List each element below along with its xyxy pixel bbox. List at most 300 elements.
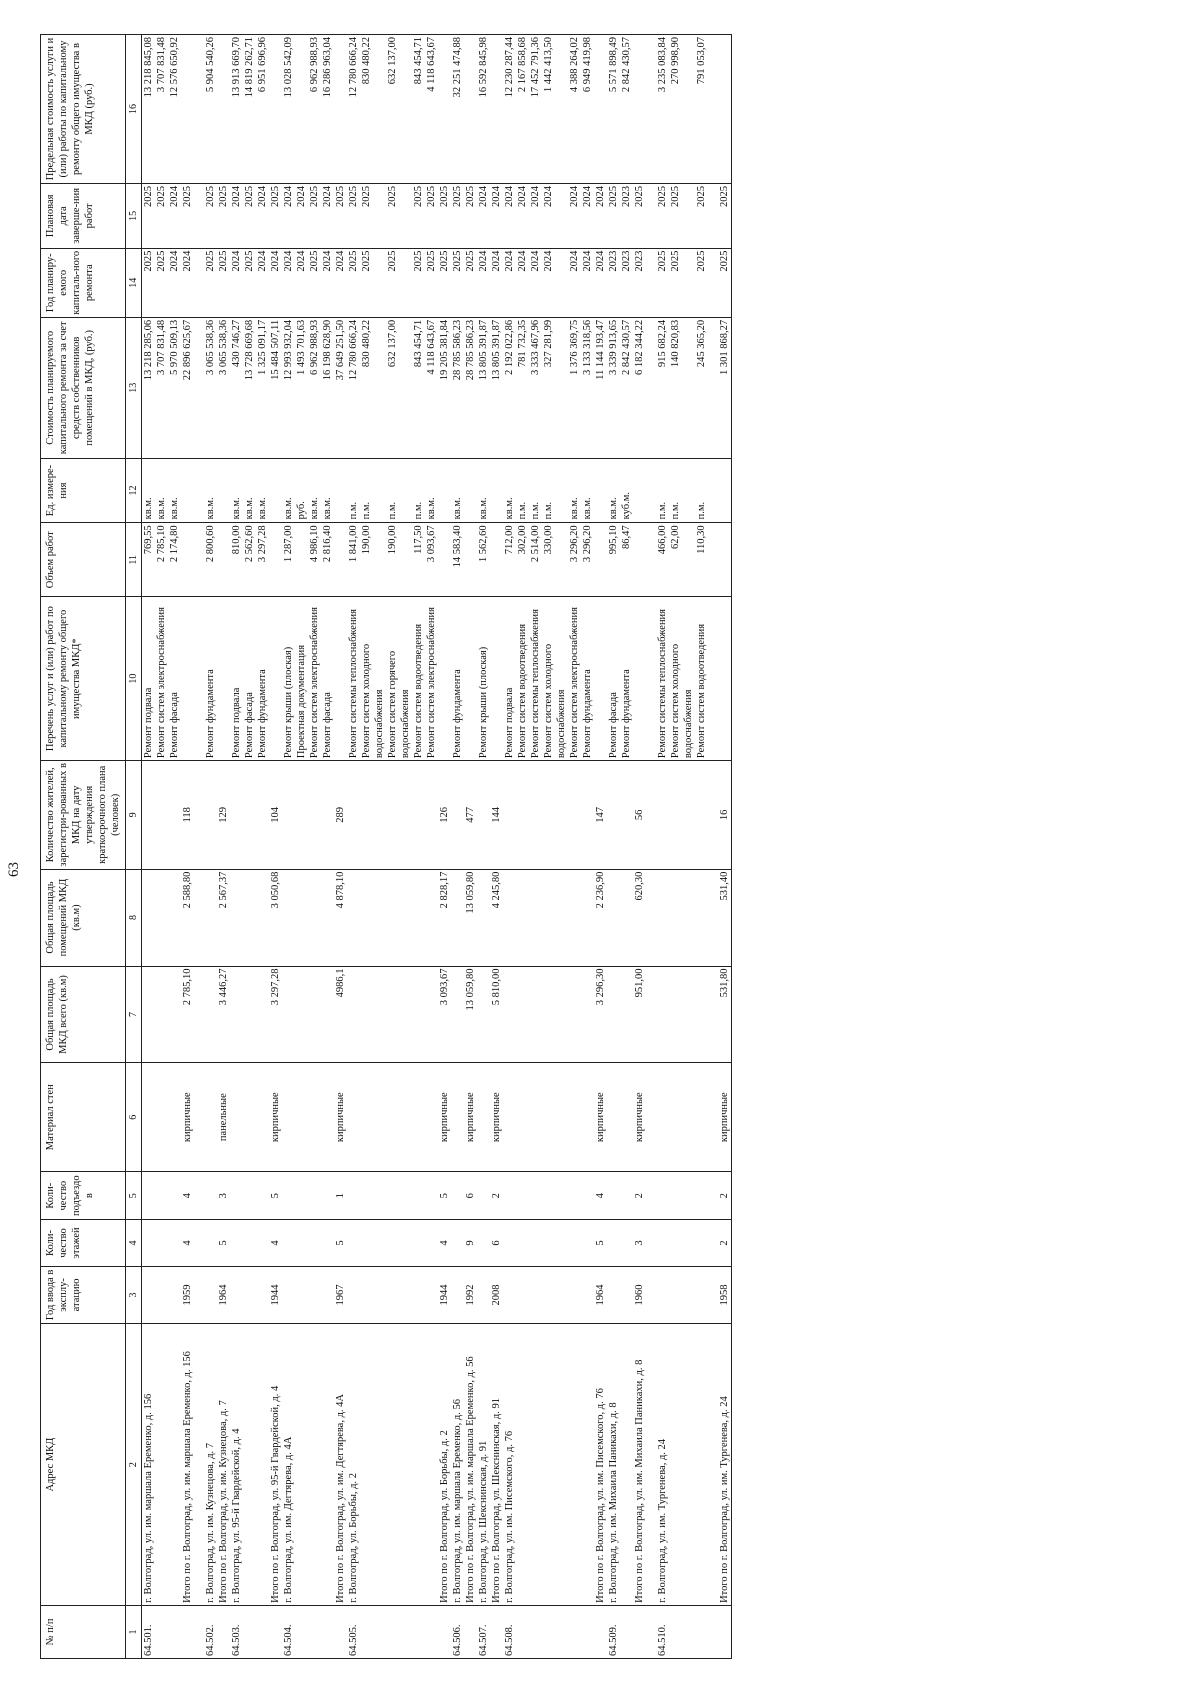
table-cell	[516, 761, 529, 869]
table-cell: 15 484 507,11	[269, 317, 282, 458]
table-cell	[412, 966, 425, 1063]
table-cell: кв.м.	[142, 458, 156, 523]
table-cell	[718, 597, 732, 761]
header-row	[41, 35, 126, 1659]
table-cell: 64.504.	[282, 1605, 295, 1658]
table-cell: 2024	[321, 184, 334, 249]
table-cell: кв.м.	[503, 458, 516, 523]
table-cell: Ремонт системы теплоснабжения	[529, 597, 542, 761]
table-cell	[607, 966, 620, 1063]
table-cell: Ремонт фундамента	[204, 597, 217, 761]
table-cell	[438, 597, 451, 761]
table-cell: 17 452 791,36	[529, 35, 542, 184]
table-cell: 1958	[718, 1266, 732, 1324]
table-cell: 2025	[334, 184, 347, 249]
table-cell	[516, 966, 529, 1063]
table-cell	[438, 458, 451, 523]
table-cell: 5	[438, 1171, 451, 1219]
table-cell	[646, 1605, 656, 1658]
table-cell	[295, 1220, 308, 1266]
table-cell: 1 442 413,50	[542, 35, 568, 184]
table-cell	[695, 1266, 708, 1324]
table-cell: 2025	[718, 184, 732, 249]
table-cell	[695, 869, 708, 966]
table-cell: 64.509.	[607, 1605, 620, 1658]
table-cell	[568, 1220, 581, 1266]
table-cell: 4	[181, 1171, 194, 1219]
column-number-15: 15	[126, 184, 142, 249]
table-cell	[295, 1171, 308, 1219]
column-number-8: 8	[126, 869, 142, 966]
table-cell: 781 732,35	[516, 317, 529, 458]
table-cell: 2025	[142, 184, 156, 249]
table-cell: 2025	[425, 248, 438, 317]
table-cell: 2024	[581, 248, 594, 317]
table-cell: 13 728 669,68	[243, 317, 256, 458]
table-cell: 64.502.	[204, 1605, 217, 1658]
table-cell	[464, 1605, 477, 1658]
table-cell	[347, 869, 360, 966]
table-cell	[438, 35, 451, 184]
table-cell	[295, 761, 308, 869]
table-cell	[295, 1324, 308, 1606]
column-header-4: Коли-чество этажей	[41, 1220, 126, 1266]
table-cell	[633, 1605, 646, 1658]
table-cell	[168, 966, 181, 1063]
table-row	[334, 35, 347, 1659]
table-cell	[282, 1266, 295, 1324]
table-cell	[633, 458, 646, 523]
table-row	[282, 35, 295, 1659]
table-cell	[295, 1063, 308, 1171]
table-cell: 12 230 287,44	[503, 35, 516, 184]
table-cell	[620, 1605, 633, 1658]
table-cell	[669, 1605, 695, 1658]
table-cell	[168, 1266, 181, 1324]
table-cell	[321, 869, 334, 966]
table-cell: 2 800,60	[204, 523, 217, 597]
table-cell	[620, 966, 633, 1063]
table-cell: 2025	[308, 184, 321, 249]
table-cell	[295, 35, 308, 184]
table-cell	[321, 761, 334, 869]
table-cell	[347, 1171, 360, 1219]
table-cell	[243, 761, 256, 869]
table-cell: 2023	[620, 248, 633, 317]
table-cell	[451, 1063, 464, 1171]
table-cell: 64.510.	[656, 1605, 669, 1658]
table-cell	[321, 1220, 334, 1266]
table-cell	[142, 761, 156, 869]
table-cell	[594, 523, 607, 597]
table-cell: 2024	[295, 248, 308, 317]
table-cell: кирпичные	[718, 1063, 732, 1171]
table-cell: Ремонт фундамента	[256, 597, 269, 761]
table-cell: Итого по г. Волгоград, ул. 95-й Гвардейской, д. 4	[269, 1324, 282, 1606]
table-cell: Ремонт системы теплоснабжения	[347, 597, 360, 761]
table-cell	[194, 317, 204, 458]
table-cell: 1 325 091,17	[256, 317, 269, 458]
table-cell	[646, 248, 656, 317]
table-cell: 3 339 913,65	[607, 317, 620, 458]
table-row	[656, 35, 669, 1659]
table-row	[581, 35, 594, 1659]
table-cell	[633, 523, 646, 597]
table-cell	[168, 1063, 181, 1171]
table-cell	[542, 869, 568, 966]
table-cell: 2024	[568, 248, 581, 317]
table-cell: 6 182 344,22	[633, 317, 646, 458]
table-cell: 2 562,60	[243, 523, 256, 597]
table-cell: 2025	[386, 248, 412, 317]
table-cell: Ремонт подвала	[503, 597, 516, 761]
table-cell	[477, 1266, 490, 1324]
table-cell	[142, 1266, 156, 1324]
table-cell	[194, 966, 204, 1063]
table-cell	[217, 597, 230, 761]
table-cell	[708, 523, 718, 597]
table-cell: 4	[594, 1171, 607, 1219]
table-cell	[669, 761, 695, 869]
table-cell: 2024	[516, 184, 529, 249]
table-cell	[334, 1605, 347, 1658]
table-cell: 995,10	[607, 523, 620, 597]
table-cell	[204, 1220, 217, 1266]
table-cell	[194, 869, 204, 966]
table-cell	[168, 1171, 181, 1219]
table-cell: 5 571 898,49	[607, 35, 620, 184]
table-cell: г. Волгоград, ул. им. Михаила Паникахи, д. 8	[607, 1324, 620, 1606]
table-cell: 2 192 022,86	[503, 317, 516, 458]
table-cell: 1960	[633, 1266, 646, 1324]
table-cell	[708, 458, 718, 523]
table-cell	[295, 1266, 308, 1324]
table-cell: 5 970 509,13	[168, 317, 181, 458]
table-cell: 2024	[568, 184, 581, 249]
table-cell	[490, 523, 503, 597]
table-cell	[308, 1063, 321, 1171]
table-row	[256, 35, 269, 1659]
table-cell	[243, 966, 256, 1063]
table-cell	[194, 35, 204, 184]
table-cell	[516, 1324, 529, 1606]
table-cell	[581, 1324, 594, 1606]
table-cell	[718, 1605, 732, 1658]
table-cell	[308, 869, 321, 966]
table-cell	[295, 1605, 308, 1658]
table-cell	[194, 1324, 204, 1606]
table-cell: кирпичные	[269, 1063, 282, 1171]
table-cell: 466,00	[656, 523, 669, 597]
table-cell	[204, 966, 217, 1063]
table-cell: 2	[718, 1220, 732, 1266]
table-cell	[695, 1324, 708, 1606]
table-cell: 632 137,00	[386, 35, 412, 184]
table-cell	[594, 597, 607, 761]
table-cell	[708, 1171, 718, 1219]
table-cell	[425, 1605, 438, 1658]
table-cell	[516, 1266, 529, 1324]
table-cell: 6 962 988,93	[308, 317, 321, 458]
table-cell: 2 785,10	[155, 523, 168, 597]
table-cell	[503, 761, 516, 869]
table-cell	[477, 1063, 490, 1171]
table-cell	[490, 597, 503, 761]
table-cell	[708, 1605, 718, 1658]
table-cell	[269, 35, 282, 184]
table-cell	[529, 869, 542, 966]
table-cell	[168, 1220, 181, 1266]
table-cell: Итого по г. Волгоград, ул. им. маршала Еременко, д. 156	[181, 1324, 194, 1606]
table-cell: 2023	[633, 248, 646, 317]
table-cell	[230, 1266, 243, 1324]
table-cell	[321, 966, 334, 1063]
column-header-14: Год планиру-емого капиталь-ного ремонта	[41, 248, 126, 317]
table-cell	[256, 1605, 269, 1658]
table-cell	[308, 1266, 321, 1324]
column-number-2: 2	[126, 1324, 142, 1606]
table-row	[321, 35, 334, 1659]
table-cell: 2025	[243, 248, 256, 317]
table-cell	[581, 1171, 594, 1219]
table-cell: 712,00	[503, 523, 516, 597]
table-cell	[155, 1266, 168, 1324]
table-cell	[581, 966, 594, 1063]
table-cell	[669, 869, 695, 966]
table-row	[181, 35, 194, 1659]
table-row	[308, 35, 321, 1659]
table-cell: 2024	[181, 248, 194, 317]
table-cell: Итого по г. Волгоград, ул. им. Писемского, д. 76	[594, 1324, 607, 1606]
table-cell: 2 588,80	[181, 869, 194, 966]
table-cell	[347, 966, 360, 1063]
table-cell	[412, 1324, 425, 1606]
table-cell	[321, 1605, 334, 1658]
column-number-10: 10	[126, 597, 142, 761]
table-cell: Итого по г. Волгоград, ул. Шекснинская, д. 91	[490, 1324, 503, 1606]
column-header-10: Перечень услуг и (или) работ по капитальному ремонту общего имущества МКД*	[41, 597, 126, 761]
table-cell	[568, 761, 581, 869]
table-cell	[516, 869, 529, 966]
table-cell	[308, 1324, 321, 1606]
table-cell: 6 951 696,96	[256, 35, 269, 184]
table-cell: 477	[464, 761, 477, 869]
table-cell	[181, 458, 194, 523]
table-cell	[256, 1266, 269, 1324]
table-cell	[708, 184, 718, 249]
table-cell: Итого по г. Волгоград, ул. им. Тургенева, д. 24	[718, 1324, 732, 1606]
table-cell	[308, 1605, 321, 1658]
table-row	[594, 35, 607, 1659]
table-cell	[360, 966, 386, 1063]
table-cell: 3 235 083,84	[656, 35, 669, 184]
table-cell	[334, 458, 347, 523]
table-cell: 3 050,68	[269, 869, 282, 966]
table-cell	[529, 1220, 542, 1266]
table-cell: кв.м.	[607, 458, 620, 523]
table-cell	[168, 1324, 181, 1606]
table-cell: 2024	[334, 248, 347, 317]
table-cell	[669, 1063, 695, 1171]
table-cell	[656, 761, 669, 869]
table-cell	[594, 458, 607, 523]
table-row	[620, 35, 633, 1659]
table-cell	[529, 1063, 542, 1171]
table-cell: кв.м.	[230, 458, 243, 523]
table-cell	[181, 35, 194, 184]
table-row	[360, 35, 386, 1659]
table-cell	[607, 1063, 620, 1171]
table-cell	[718, 458, 732, 523]
table-cell	[360, 1220, 386, 1266]
table-cell: кв.м.	[243, 458, 256, 523]
table-cell: 1964	[594, 1266, 607, 1324]
table-cell	[656, 1266, 669, 1324]
table-cell	[243, 1063, 256, 1171]
table-cell	[308, 1171, 321, 1219]
table-cell: кв.м.	[168, 458, 181, 523]
table-row	[516, 35, 529, 1659]
column-header-16: Предельная стоимость услуги и (или) работы по капитальному ремонту общего имущества в МКД (руб.)	[41, 35, 126, 184]
table-cell: 2025	[181, 184, 194, 249]
table-cell	[425, 1063, 438, 1171]
table-cell: 2025	[669, 184, 695, 249]
table-cell: Ремонт подвала	[142, 597, 156, 761]
table-cell	[230, 1171, 243, 1219]
table-cell	[269, 523, 282, 597]
table-cell: 2025	[438, 248, 451, 317]
table-cell	[529, 761, 542, 869]
table-cell	[477, 869, 490, 966]
table-cell: 2025	[718, 248, 732, 317]
table-cell	[321, 1324, 334, 1606]
table-cell	[282, 761, 295, 869]
table-cell	[708, 1063, 718, 1171]
table-cell	[243, 1266, 256, 1324]
table-cell: Ремонт систем водоотведения	[412, 597, 425, 761]
table-cell: 3 707 831,48	[155, 317, 168, 458]
table-cell: п.м.	[360, 458, 386, 523]
table-cell	[646, 1324, 656, 1606]
table-cell: 2024	[256, 248, 269, 317]
table-cell: г. Волгоград, ул. им. Кузнецова, д. 7	[204, 1324, 217, 1606]
table-cell: 28 785 586,23	[451, 317, 464, 458]
table-cell	[269, 1605, 282, 1658]
table-cell	[194, 1605, 204, 1658]
table-row	[142, 35, 156, 1659]
table-cell: 9	[464, 1220, 477, 1266]
table-cell: 2025	[669, 248, 695, 317]
table-cell	[269, 597, 282, 761]
table-cell: 11 144 193,47	[594, 317, 607, 458]
table-row	[347, 35, 360, 1659]
table-cell	[204, 761, 217, 869]
table-cell: 2024	[490, 248, 503, 317]
table-cell	[568, 869, 581, 966]
table-cell: кв.м.	[256, 458, 269, 523]
table-cell: кирпичные	[464, 1063, 477, 1171]
table-cell: 129	[217, 761, 230, 869]
table-cell	[412, 1220, 425, 1266]
table-cell	[656, 1063, 669, 1171]
table-cell	[708, 966, 718, 1063]
table-cell: 1967	[334, 1266, 347, 1324]
table-cell	[542, 1266, 568, 1324]
table-cell	[194, 1063, 204, 1171]
table-cell: 13 059,80	[464, 966, 477, 1063]
table-cell: 430 746,27	[230, 317, 243, 458]
table-cell: 2023	[607, 248, 620, 317]
table-cell	[695, 761, 708, 869]
table-cell	[230, 869, 243, 966]
table-cell	[451, 761, 464, 869]
table-cell: 2024	[542, 184, 568, 249]
table-cell: 3 296,30	[594, 966, 607, 1063]
table-cell: п.м.	[347, 458, 360, 523]
table-cell	[516, 1171, 529, 1219]
table-cell: Ремонт фасада	[168, 597, 181, 761]
table-cell	[620, 761, 633, 869]
column-number-1: 1	[126, 1605, 142, 1658]
table-cell: 5	[334, 1220, 347, 1266]
table-cell	[425, 1266, 438, 1324]
table-cell: Ремонт систем холодного водоснабжения	[360, 597, 386, 761]
table-cell	[168, 761, 181, 869]
spacer-row	[194, 35, 204, 1659]
table-cell: 2 236,90	[594, 869, 607, 966]
table-cell	[386, 1266, 412, 1324]
table-cell: 2024	[542, 248, 568, 317]
table-cell	[646, 966, 656, 1063]
table-cell: г. Волгоград, ул. им. Писемского, д. 76	[503, 1324, 516, 1606]
table-cell: 1964	[217, 1266, 230, 1324]
table-cell	[308, 761, 321, 869]
table-cell	[718, 35, 732, 184]
table-row	[295, 35, 308, 1659]
column-header-12: Ед. измере-ния	[41, 458, 126, 523]
table-cell	[464, 523, 477, 597]
table-cell	[581, 1605, 594, 1658]
table-cell: 2025	[142, 248, 156, 317]
table-cell: 327 281,99	[542, 317, 568, 458]
table-cell	[503, 1266, 516, 1324]
table-row	[269, 35, 282, 1659]
table-cell: 2 167 858,68	[516, 35, 529, 184]
table-cell: 2025	[695, 248, 708, 317]
table-cell: Ремонт крыши (плоская)	[282, 597, 295, 761]
table-cell	[646, 869, 656, 966]
table-cell	[503, 1220, 516, 1266]
table-cell: Ремонт систем холодного водоснабжения	[669, 597, 695, 761]
table-row	[412, 35, 425, 1659]
table-cell: 56	[633, 761, 646, 869]
table-cell: 6 949 419,98	[581, 35, 594, 184]
table-cell	[217, 523, 230, 597]
table-cell: 2025	[607, 184, 620, 249]
table-cell	[360, 1266, 386, 1324]
table-cell	[594, 1605, 607, 1658]
table-cell: 22 896 625,67	[181, 317, 194, 458]
table-cell	[646, 1220, 656, 1266]
table-cell: руб.	[295, 458, 308, 523]
table-cell: 2025	[155, 248, 168, 317]
table-cell: 2025	[633, 184, 646, 249]
table-cell	[620, 1220, 633, 1266]
table-cell	[425, 761, 438, 869]
table-cell: 951,00	[633, 966, 646, 1063]
table-cell: 4986,1	[334, 966, 347, 1063]
table-cell: Ремонт фундамента	[620, 597, 633, 761]
